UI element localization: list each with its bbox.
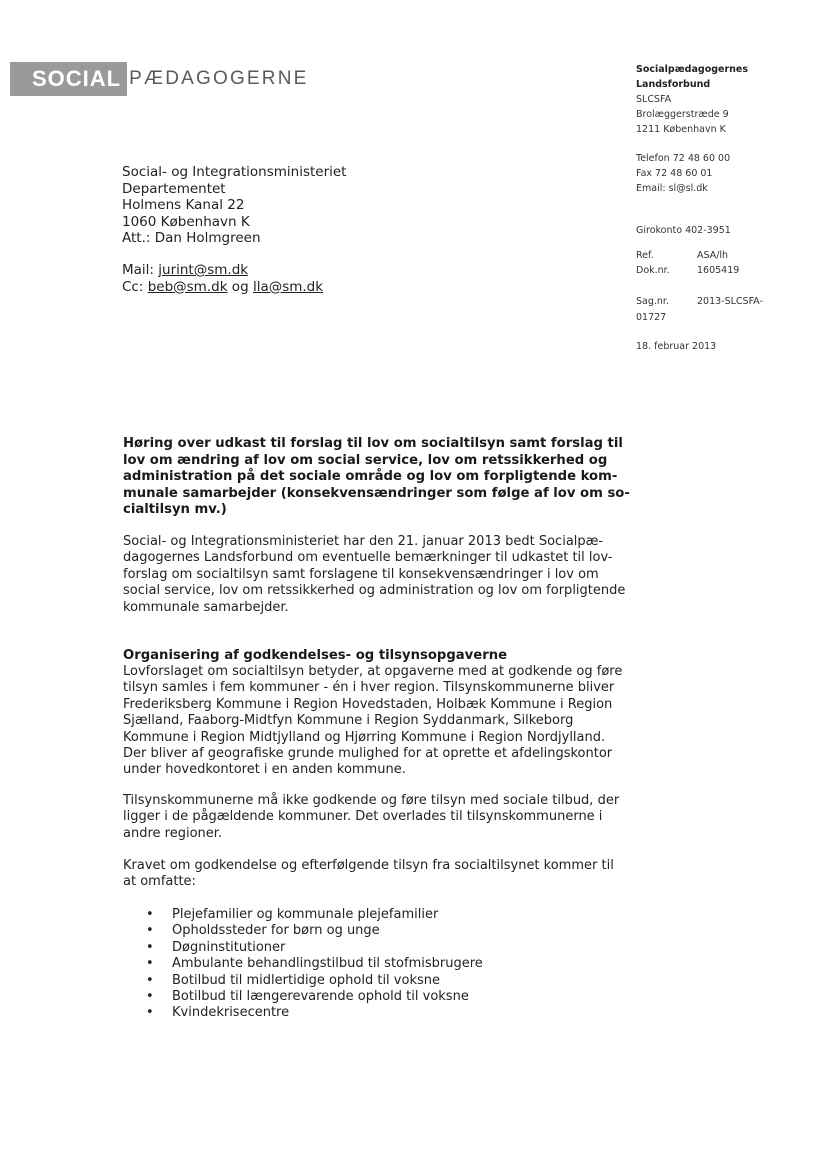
- paragraph-line: tilsyn samles i fem kommuner - én i hver region. Tilsynskommunerne bliver: [123, 680, 615, 696]
- sender-email: Email: sl@sl.dk: [636, 183, 708, 194]
- sender-street: Brolæggerstræde 9: [636, 109, 729, 120]
- title-line: cialtilsyn mv.): [123, 502, 227, 517]
- recipient-line1: Social- og Integrationsministeriet: [122, 164, 347, 180]
- list-item: • Ambulante behandlingstilbud til stofmisbrugere: [146, 956, 483, 972]
- bullet-icon: •: [146, 923, 154, 939]
- intro-line: social service, lov om retssikkerhed og administration og lov om forpligtende: [123, 583, 626, 599]
- recipient-mail: [122, 262, 323, 295]
- sender-fax: Fax 72 48 60 01: [636, 168, 713, 179]
- section-paragraph-1: [123, 664, 648, 779]
- sender-org-line2: Landsforbund: [636, 79, 711, 90]
- bullet-icon: •: [146, 1005, 154, 1021]
- list-item: • Opholdssteder for børn og unge: [146, 923, 380, 939]
- recipient-line3: Holmens Kanal 22: [122, 197, 245, 213]
- paragraph-line: ligger i de pågældende kommuner. Det overlades til tilsynskommunerne i: [123, 809, 603, 825]
- ref-label: Ref.: [636, 250, 654, 261]
- paragraph-line: at omfatte:: [123, 874, 196, 890]
- recipient-address: [122, 164, 346, 247]
- ref-row: [636, 248, 816, 263]
- paragraph-line: under hovedkontoret i en anden kommune.: [123, 762, 406, 778]
- paragraph-line: Kommune i Region Midtjylland og Hjørring Kommune i Region Nordjylland.: [123, 729, 606, 745]
- title-line: administration på det sociale område og lov om forpligtende kom-: [123, 469, 618, 484]
- bullet-icon: •: [146, 907, 154, 922]
- sagnr-value: 2013-SLCSFA-: [697, 296, 763, 307]
- paragraph-line: Sjælland, Faaborg-Midtfyn Kommune i Region Syddanmark, Silkeborg: [123, 713, 574, 729]
- list-item: • Døgninstitutioner: [146, 939, 286, 955]
- recipient-line2: Departementet: [122, 180, 226, 197]
- title-line: Høring over udkast til forslag til lov om socialtilsyn samt forslag til: [123, 436, 623, 451]
- bullet-icon: •: [146, 972, 154, 988]
- sender-city: 1211 København K: [636, 124, 726, 135]
- ref-value: ASA/lh: [697, 250, 729, 261]
- intro-line: Social- og Integrationsministeriet har den 21. januar 2013 bedt Socialpæ-: [123, 534, 604, 549]
- paragraph-line: Kravet om godkendelse og efterfølgende tilsyn fra socialtilsynet kommer til: [123, 858, 614, 873]
- mail-link[interactable]: jurint@sm.dk: [158, 262, 249, 278]
- bullet-icon: •: [146, 956, 154, 972]
- doknr-row: [636, 263, 816, 278]
- title-line: lov om ændring af lov om social service, lov om retssikkerhed og: [123, 452, 608, 468]
- cc-label: Cc:: [122, 278, 148, 295]
- sender-abbr: SLCSFA: [636, 94, 672, 105]
- paragraph-line: Frederiksberg Kommune i Region Hovedstaden, Holbæk Kommune i Region: [123, 696, 613, 712]
- intro-line: dagogernes Landsforbund om eventuelle bemærkninger til udkastet til lov-: [123, 550, 613, 566]
- intro-line: forslag om socialtilsyn samt forslagene til konsekvensændringer i lov om: [123, 566, 599, 582]
- list-item: • Botilbud til midlertidige ophold til voksne: [146, 972, 440, 988]
- paragraph-line: Lovforslaget om socialtilsyn betyder, at opgaverne med at godkende og føre: [123, 664, 623, 679]
- coverage-list: [146, 907, 483, 1022]
- section-heading: Organisering af godkendelses- og tilsynsopgaverne: [123, 648, 508, 663]
- section-paragraph-2: [123, 793, 648, 842]
- section-paragraph-3: [123, 858, 648, 891]
- sagnr-label: Sag.nr.: [636, 296, 669, 307]
- paragraph-line: Tilsynskommunerne må ikke godkende og føre tilsyn med sociale tilbud, der: [123, 793, 620, 808]
- list-item: • Kvindekrisecentre: [146, 1005, 290, 1021]
- letter-title: [123, 436, 643, 519]
- intro-line: kommunale samarbejder.: [123, 599, 289, 615]
- logo: [10, 62, 309, 96]
- sagnr-cont: 01727: [636, 312, 667, 323]
- mail-label: Mail:: [122, 262, 159, 278]
- sender-org-line1: Socialpædagogernes: [636, 64, 749, 75]
- logo-paedagogerne: PÆDAGOGERNE: [129, 68, 309, 89]
- intro-paragraph: [123, 534, 648, 616]
- sender-giro: Girokonto 402-3951: [636, 225, 731, 236]
- sender-phone: Telefon 72 48 60 00: [636, 153, 731, 164]
- bullet-icon: •: [146, 939, 154, 955]
- sender-info: [636, 62, 816, 278]
- doknr-label: Dok.nr.: [636, 265, 670, 276]
- paragraph-line: Der bliver af geografiske grunde mulighed for at oprette et afdelingskontor: [123, 746, 613, 762]
- bullet-icon: •: [146, 989, 154, 1005]
- list-item: • Plejefamilier og kommunale plejefamilier: [146, 907, 439, 922]
- title-line: munale samarbejder (konsekvensændringer som følge af lov om so-: [123, 485, 630, 501]
- cc-og: og: [227, 278, 253, 295]
- cc-link-1[interactable]: beb@sm.dk: [147, 278, 228, 295]
- logo-social: SOCIAL: [10, 62, 127, 96]
- recipient-line4: 1060 København K: [122, 213, 250, 230]
- list-item: • Botilbud til længerevarende ophold til voksne: [146, 989, 469, 1005]
- letter-date: 18. februar 2013: [636, 341, 717, 352]
- doknr-value: 1605419: [697, 265, 740, 276]
- recipient-line5: Att.: Dan Holmgreen: [122, 230, 261, 246]
- cc-link-2[interactable]: lla@sm.dk: [252, 278, 324, 295]
- paragraph-line: andre regioner.: [123, 825, 223, 841]
